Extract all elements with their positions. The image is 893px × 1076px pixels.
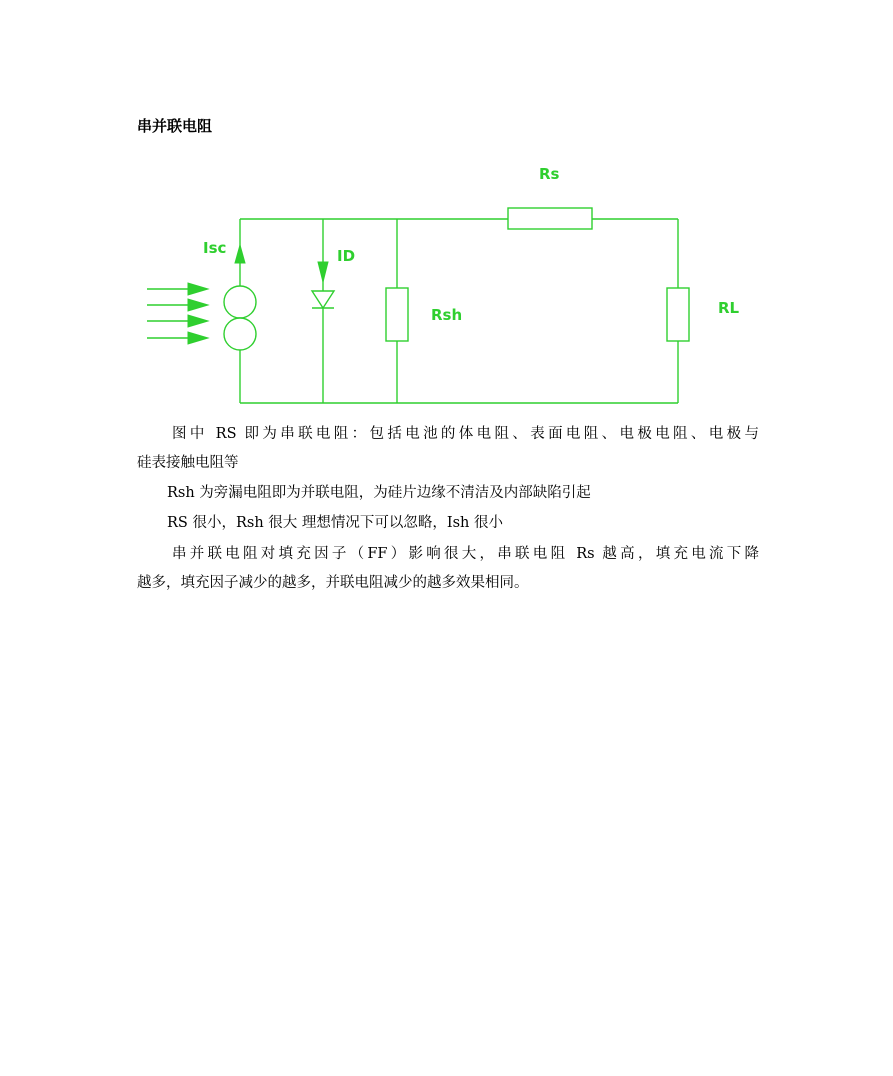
light-arrows (147, 283, 208, 344)
rs-resistor (508, 208, 592, 229)
section-heading: 串并联电阻 (137, 117, 213, 135)
isc-label: Isc (203, 239, 227, 257)
rsh-label: Rsh (431, 306, 463, 324)
paragraph-line: 图中 RS 即为串联电阻：包括电池的体电阻、表面电阻、电极电阻、电极与 (172, 426, 759, 442)
isc-arrow-icon (235, 245, 245, 263)
id-label: ID (337, 247, 356, 265)
rs-label: Rs (539, 165, 560, 183)
paragraph-series-resistance (137, 424, 759, 473)
paragraph-line: 串并联电阻对填充因子（FF）影响很大，串联电阻 Rs 越高，填充电流下降 (172, 546, 759, 562)
equivalent-circuit-diagram (0, 0, 893, 420)
paragraph-ideal-case: RS 很小，Rsh 很大 理想情况下可以忽略，Ish 很小 (167, 515, 503, 531)
paragraph-shunt-resistance: Rsh 为旁漏电阻即为并联电阻，为硅片边缘不清洁及内部缺陷引起 (167, 485, 591, 501)
diode-symbol-icon (312, 291, 334, 308)
paragraph-line: 硅表接触电阻等 (137, 455, 239, 471)
id-arrow-icon (318, 262, 328, 282)
paragraph-line: 越多，填充因子减少的越多，并联电阻减少的越多效果相同。 (137, 575, 529, 591)
rsh-resistor (386, 288, 408, 341)
rl-label: RL (718, 299, 740, 317)
current-source-upper-circle (224, 286, 256, 318)
current-source-lower-circle (224, 318, 256, 350)
rl-resistor (667, 288, 689, 341)
paragraph-fill-factor (137, 544, 759, 593)
